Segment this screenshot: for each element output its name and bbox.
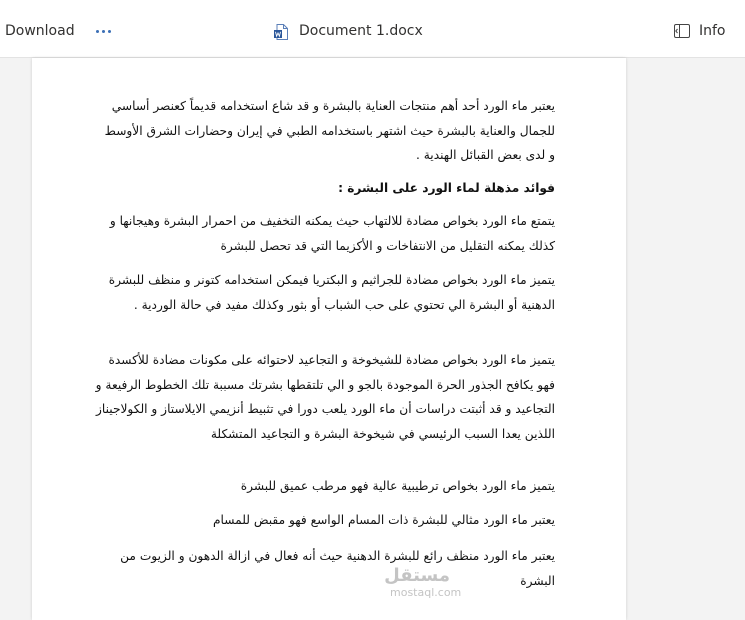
paragraph-antibacterial: يتميز ماء الورد بخواص مضادة للجراثيم و البكتريا فيمكن استخدامه كتونر و منظف للبشرة الدهنية أو البشرة الي تحتوي على حب الشباب أو بثور وكذلك مفيد في حالة الوردية . bbox=[108, 273, 555, 312]
paragraph-anti-inflammatory: يتمتع ماء الورد بخواص مضادة للالتهاب حيث يمكنه التخفيف من احمرار البشرة وهيجانها و كذلك يمكنه التقليل من الانتفاخات و الأكزيما التي قد تحصل للبشرة bbox=[109, 214, 555, 253]
document-title: Document 1.docx bbox=[299, 23, 423, 39]
paragraph-cleanser: يعتبر ماء الورد منظف رائع للبشرة الدهنية حيث أنه فعال في ازالة الدهون و الزيوت من البشرة bbox=[120, 549, 555, 588]
info-panel-icon bbox=[674, 24, 690, 38]
paragraph-intro: يعتبر ماء الورد أحد أهم منتجات العناية بالبشرة و قد شاع استخدامه قديماً كعنصر أساسي للجمال والعناية بالبشرة حيث اشتهر باستخدامه الطبي في إيران وحضارات الشرق الأوسط و لدى بعض القبائل الهندية . bbox=[104, 99, 555, 162]
document-page bbox=[32, 58, 626, 620]
paragraph-pores: يعتبر ماء الورد مثالي للبشرة ذات المسام الواسع فهو مقبض للمسام bbox=[213, 513, 555, 527]
section-heading: فوائد مذهلة لماء الورد على البشرة : bbox=[338, 181, 555, 195]
more-options-button[interactable] bbox=[94, 22, 114, 40]
word-document-icon bbox=[274, 24, 288, 40]
watermark bbox=[384, 565, 462, 599]
download-button[interactable]: Download bbox=[5, 23, 75, 39]
info-label: Info bbox=[699, 23, 726, 39]
watermark-site: mostaql.com bbox=[390, 586, 462, 599]
paragraph-moisturizing: يتميز ماء الورد بخواص ترطيبية عالية فهو مرطب عميق للبشرة bbox=[240, 479, 555, 493]
watermark-logo: مستقل bbox=[384, 565, 450, 586]
paragraph-anti-aging: يتميز ماء الورد بخواص مضادة للشيخوخة و التجاعيد لاحتوائه على مكونات مضادة للأكسدة فهو يكافح الجذور الحرة الموجودة بالجو و الي تلتقطها بشرتك مسببة تلك الخطوط الرفيعة و التجاعيد و قد أثبتت دراسات أن ماء الورد يلعب دورا في تثبيط أنزيمي الايلاستاز و الكولاجيناز اللذين يعدا السبب الرئيسي في شيخوخة البشرة و التجاعيد المتشكلة bbox=[95, 353, 555, 441]
document-toolbar bbox=[0, 0, 745, 58]
